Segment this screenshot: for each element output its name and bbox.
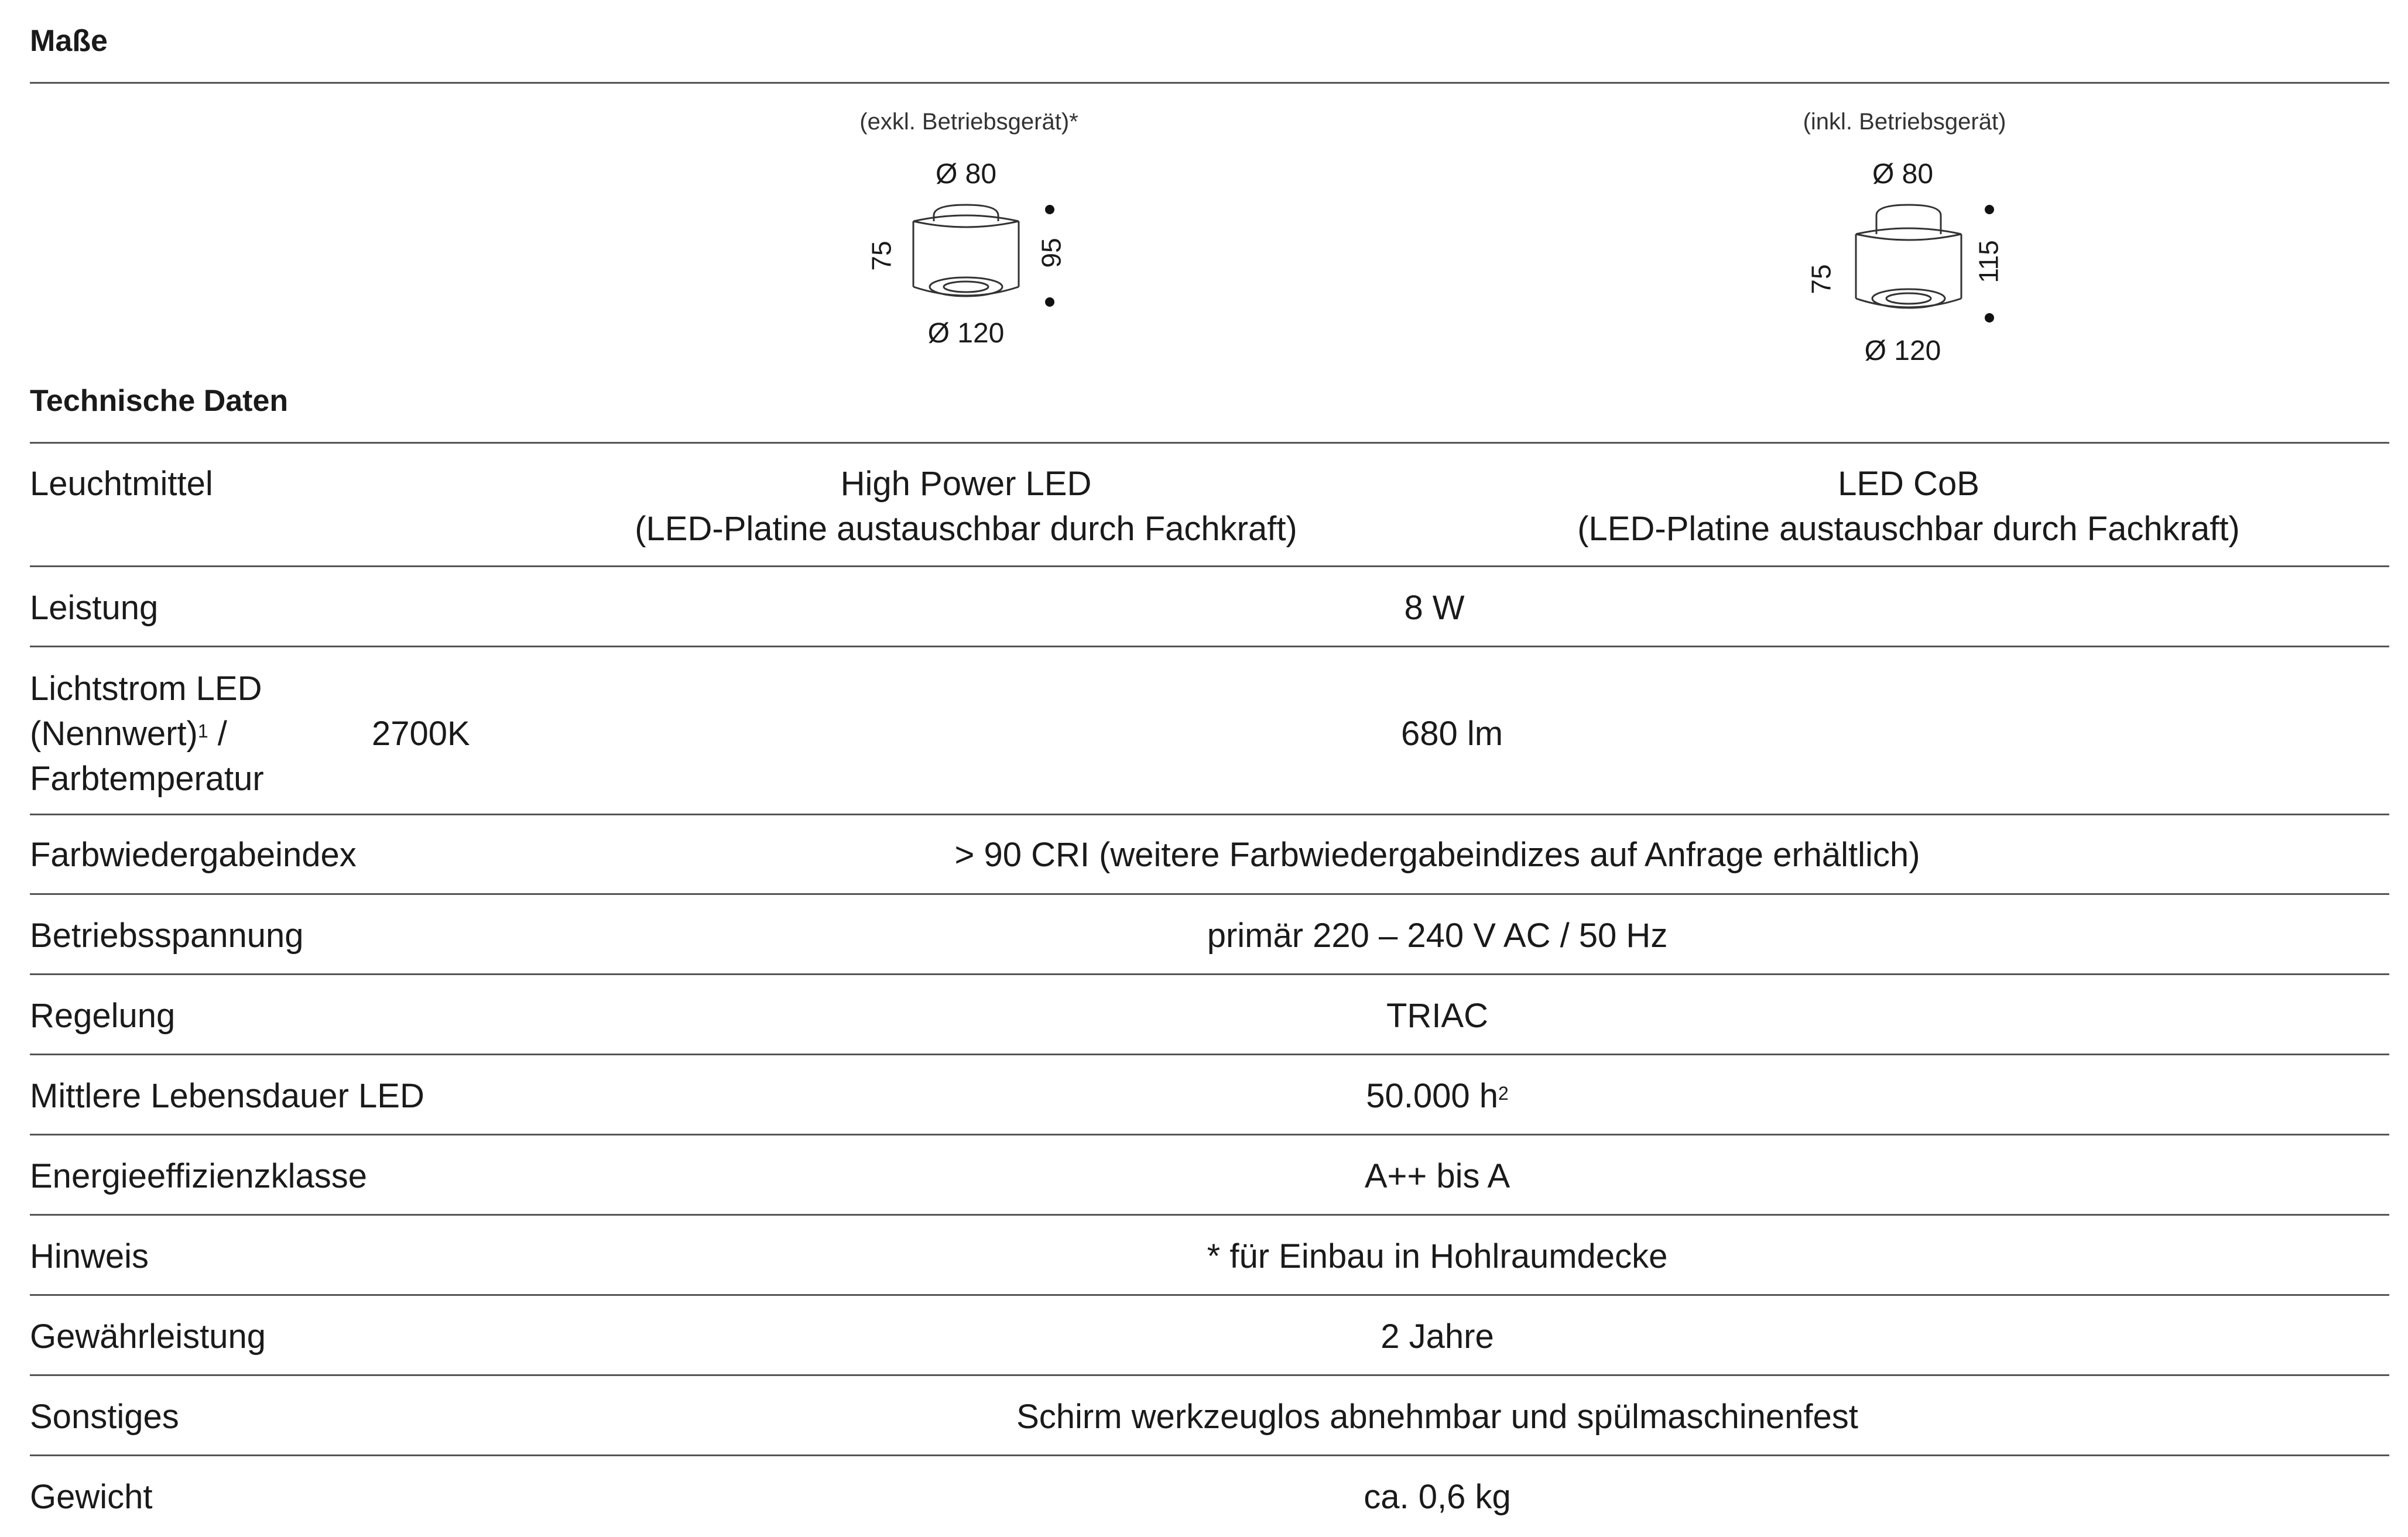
spec-sublabel-farbtemperatur: 2700K xyxy=(372,715,470,753)
divider xyxy=(30,565,2389,567)
spec-label-leistung: Leistung xyxy=(30,589,159,627)
dimensions-section-title: Maße xyxy=(30,24,108,58)
dimension-marker xyxy=(1045,297,1054,307)
right-height-body: 75 xyxy=(1806,264,1837,294)
dimension-marker xyxy=(1045,205,1054,214)
spec-value-gewicht: ca. 0,6 kg xyxy=(1364,1478,1511,1516)
left-top-diameter: Ø 80 xyxy=(935,159,997,190)
spec-label-gewicht: Gewicht xyxy=(30,1478,153,1516)
spec-value-leistung: 8 W xyxy=(1404,589,1465,627)
spec-value-leuchtmittel-left-2: (LED-Platine austauschbar durch Fachkraft) xyxy=(635,510,1297,548)
spec-label-leuchtmittel: Leuchtmittel xyxy=(30,465,213,503)
spec-value-regelung: TRIAC xyxy=(1386,997,1488,1035)
divider xyxy=(30,893,2389,895)
divider xyxy=(30,1294,2389,1296)
spec-value-hinweis: * für Einbau in Hohlraumdecke xyxy=(1207,1237,1668,1275)
divider xyxy=(30,973,2389,975)
spec-label-farbwiedergabe: Farbwiedergabeindex xyxy=(30,836,357,874)
spec-value-lichtstrom: 680 lm xyxy=(1400,715,1503,753)
spec-value-lebensdauer: 50.000 h xyxy=(1366,1077,1498,1115)
right-bottom-diameter: Ø 120 xyxy=(1864,335,1941,366)
spec-value-gewaehrleistung: 2 Jahre xyxy=(1381,1318,1494,1356)
spec-label-sonstiges: Sonstiges xyxy=(30,1398,179,1436)
spec-label-betriebsspannung: Betriebsspannung xyxy=(30,917,304,955)
spec-label-energie: Energieeffizienzklasse xyxy=(30,1157,368,1195)
spec-value-leuchtmittel-left-1: High Power LED xyxy=(840,465,1092,503)
spec-value-energie: A++ bis A xyxy=(1364,1157,1510,1195)
spec-value-betriebsspannung: primär 220 – 240 V AC / 50 Hz xyxy=(1207,917,1668,955)
divider xyxy=(30,442,2389,444)
left-bottom-diameter: Ø 120 xyxy=(927,318,1005,349)
left-height-total: 95 xyxy=(1036,238,1067,268)
spec-label-gewaehrleistung: Gewährleistung xyxy=(30,1318,266,1356)
divider xyxy=(30,82,2389,84)
spec-label-lichtstrom-nennwert: (Nennwert) xyxy=(30,715,198,753)
divider xyxy=(30,1374,2389,1376)
left-height-body: 75 xyxy=(866,241,897,271)
dimension-marker xyxy=(1985,313,1994,323)
lamp-drawing-left xyxy=(902,199,1030,310)
spec-label-lichtstrom-slash: / xyxy=(217,715,227,753)
lamp-drawing-right xyxy=(1844,199,1973,322)
spec-label-hinweis: Hinweis xyxy=(30,1237,149,1275)
dimension-marker xyxy=(1985,205,1994,214)
spec-value-farbwiedergabe: > 90 CRI (weitere Farbwiedergabeindizes auf Anfrage erhältlich) xyxy=(954,836,1920,874)
spec-value-leuchtmittel-right-1: LED CoB xyxy=(1838,465,1979,503)
divider xyxy=(30,1134,2389,1135)
divider xyxy=(30,1214,2389,1216)
divider xyxy=(30,814,2389,815)
footnote-marker: 2 xyxy=(1498,1083,1509,1104)
divider xyxy=(30,646,2389,647)
tech-section-title: Technische Daten xyxy=(30,384,289,418)
spec-value-sonstiges: Schirm werkzeuglos abnehmbar und spülmaschinenfest xyxy=(1016,1398,1858,1436)
right-height-total: 115 xyxy=(1973,240,2004,283)
right-top-diameter: Ø 80 xyxy=(1872,159,1934,190)
divider xyxy=(30,1454,2389,1456)
spec-label-lichtstrom-3: Farbtemperatur xyxy=(30,760,264,798)
spec-label-lichtstrom-1: Lichtstrom LED xyxy=(30,670,262,708)
left-dimension-caption: (exkl. Betriebsgerät)* xyxy=(859,109,1078,135)
spec-label-regelung: Regelung xyxy=(30,997,176,1035)
right-dimension-caption: (inkl. Betriebsgerät) xyxy=(1803,109,2006,135)
footnote-marker: 1 xyxy=(197,721,208,742)
spec-value-leuchtmittel-right-2: (LED-Platine austauschbar durch Fachkraft) xyxy=(1577,510,2240,548)
divider xyxy=(30,1054,2389,1055)
spec-label-lebensdauer: Mittlere Lebensdauer LED xyxy=(30,1077,424,1115)
spec-value-lebensdauer-wrap xyxy=(852,1073,2023,1119)
spec-label-lichtstrom-2 xyxy=(30,711,227,756)
